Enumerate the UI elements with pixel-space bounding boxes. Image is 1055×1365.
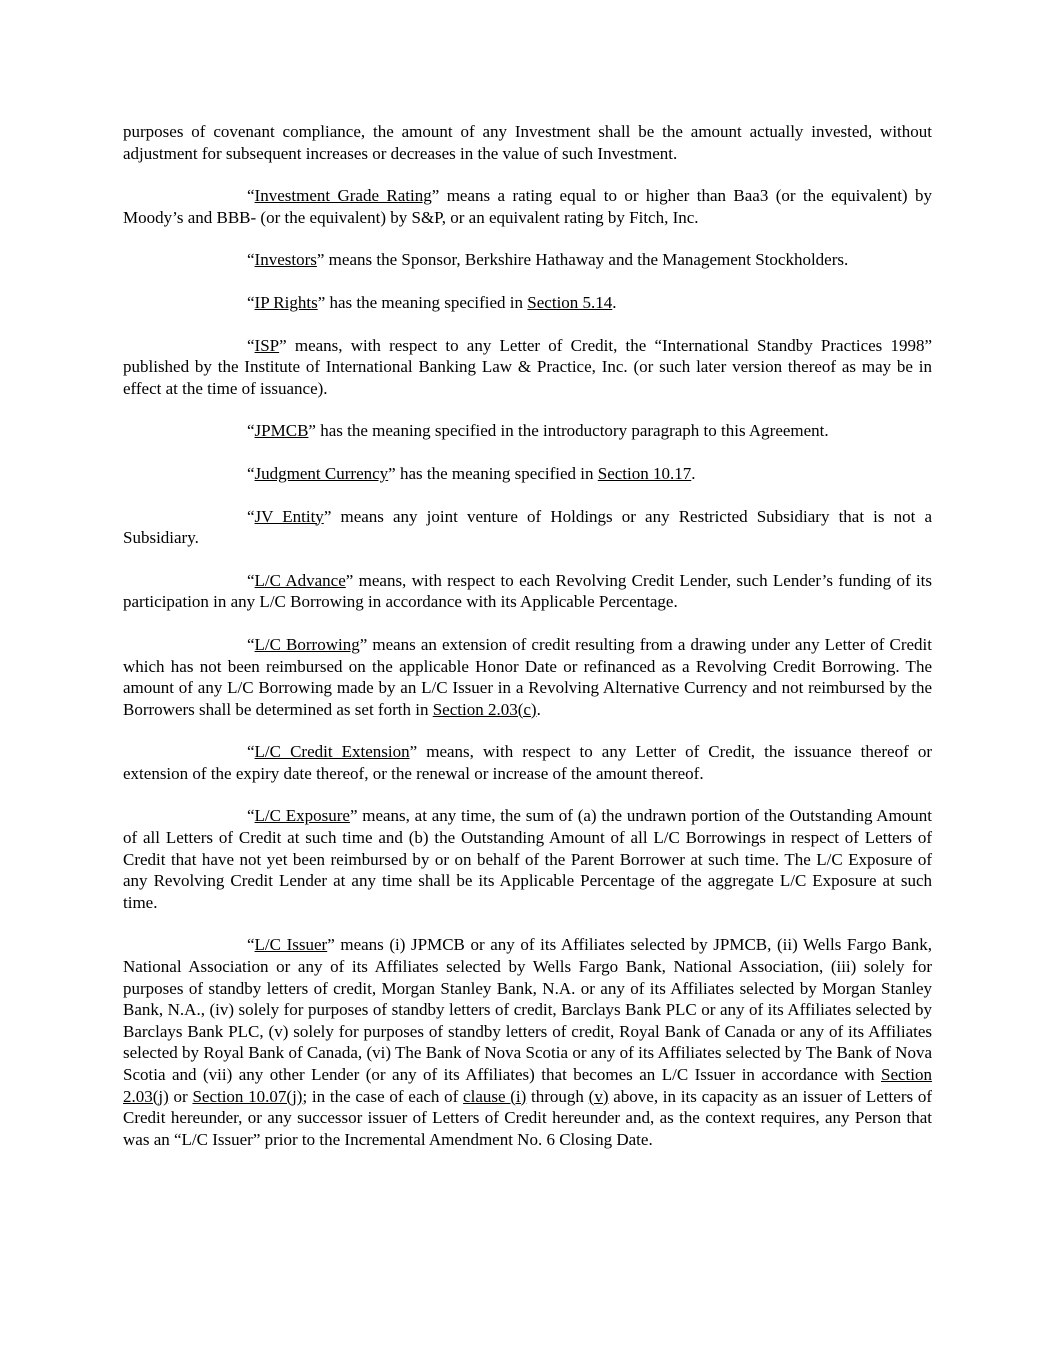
text-run: ” means (i) JPMCB or any of its Affiliates selected by JPMCB, (ii) Wells Fargo Bank, National Association or any of its Affiliates selected by Wells Fargo Bank, National Association, (iii) solely for purposes of standby letters of credit, Morgan Stanley Bank, N.A. or any of its Affiliates selected by Morgan Stanley Bank, N.A., (iv) solely for purposes of standby letters of credit, Barclays Bank PLC or any of its Affiliates selected by Barclays Bank PLC, (v) solely for purposes of standby letters of credit, Royal Bank of Canada or any of its Affiliates selected by Royal Bank of Canada, (vi) The Bank of Nova Scotia or any of its Affiliates selected by The Bank of Nova Scotia and (vii) any other Lender (or any of its Affiliates) that becomes an L/C Issuer in accordance with [123,935,933,1084]
text-run: “ [247,634,255,654]
text-run: ” means, with respect to each Revolving Credit Lender, such Lender’s funding of its participation in any L/C Borrowing in accordance with its Applicable Percentage. [123,570,933,612]
text-run: “ [247,506,255,526]
section-reference: Section 5.14 [527,292,613,312]
paragraph [123,805,932,913]
text-run: “ [247,570,255,590]
paragraph [123,934,932,1150]
clause-reference: (v) [588,1086,609,1106]
text-run: purposes of covenant compliance, the amount of any Investment shall be the amount actually invested, without adjustment for subsequent increases or decreases in the value of such Investment. [123,122,932,163]
paragraph [123,741,932,784]
defined-term: Investors [254,250,317,270]
text-run: “ [247,292,255,312]
text-run: . [536,699,541,719]
text-run: . [612,292,617,312]
defined-term: JV Entity [254,506,324,526]
clause-reference: clause (i) [463,1086,527,1106]
text-run: ” has the meaning specified in [317,292,528,312]
defined-term: ISP [254,335,280,355]
text-run: “ [247,250,255,270]
defined-term: IP Rights [254,292,318,312]
document-body [123,121,932,1150]
defined-term: L/C Credit Extension [254,742,410,762]
paragraph [123,292,932,314]
text-run: ” means the Sponsor, Berkshire Hathaway and the Management Stockholders. [316,250,849,270]
defined-term: Investment Grade Rating [254,186,432,206]
text-run: “ [247,742,255,762]
text-run: ; in the case of each of [302,1086,464,1106]
section-reference: Section 2.03(j) [123,1065,932,1106]
defined-term: JPMCB [254,421,309,441]
text-run: ” means a rating equal to or higher than Baa3 (or the equivalent) by Moody’s and BBB- (or the equivalent) by S&P, or an equivalent rating by Fitch, Inc. [123,186,932,227]
paragraph [123,463,932,485]
defined-term: L/C Borrowing [254,634,360,654]
text-run: through [526,1086,589,1106]
paragraph [123,121,932,164]
defined-term: L/C Issuer [254,935,328,955]
section-reference: Section 10.17 [597,463,692,483]
text-run: ” means, at any time, the sum of (a) the undrawn portion of the Outstanding Amount of all Letters of Credit at such time and (b) the Outstanding Amount of all L/C Borrowings in respect of Letters of Credit that have not yet been reimbursed by or on behalf of the Parent Borrower at such time. The L/C Exposure of any Revolving Credit Lender at any time shall be its Applicable Percentage of the aggregate L/C Exposure at such time. [123,806,932,912]
paragraph [123,570,932,613]
text-run: “ [247,806,255,826]
text-run: ” has the meaning specified in the introductory paragraph to this Agreement. [308,421,829,441]
text-run: above, in its capacity as an issuer of Letters of Credit hereunder, or any successor issuer of Letters of Credit hereunder and, as the context requires, any Person that was an “L/C Issuer” prior to the Incremental Amendment No. 6 Closing Date. [123,1086,932,1149]
text-run: ” means an extension of credit resulting from a drawing under any Letter of Credit which has not been reimbursed on the applicable Honor Date or refinanced as a Revolving Credit Borrowing. The amount of any L/C Borrowing made by an L/C Issuer in a Revolving Alternative Currency and not reimbursed by the Borrowers shall be determined as set forth in [123,634,933,719]
text-run: ” has the meaning specified in [388,463,598,483]
text-run: ” means, with respect to any Letter of Credit, the “International Standby Practices 1998” published by the Institute of International Banking Law & Practice, Inc. (or such later version thereof as may be in effect at the time of issuance). [123,335,932,398]
paragraph [123,506,932,549]
paragraph [123,335,932,400]
paragraph [123,420,932,442]
paragraph [123,634,932,720]
text-run: ” means, with respect to any Letter of Credit, the issuance thereof or extension of the expiry date thereof, or the renewal or increase of the amount thereof. [123,742,932,783]
text-run: “ [247,935,255,955]
defined-term: L/C Exposure [254,806,350,826]
paragraph [123,185,932,228]
section-reference: Section 10.07(j) [192,1086,303,1106]
paragraph [123,249,932,271]
defined-term: Judgment Currency [254,463,389,483]
text-run: . [691,463,696,483]
text-run: or [168,1086,193,1106]
text-run: “ [247,186,255,206]
text-run: “ [247,335,255,355]
text-run: “ [247,463,255,483]
text-run: “ [247,421,255,441]
defined-term: L/C Advance [254,570,346,590]
text-run: ” means any joint venture of Holdings or any Restricted Subsidiary that is not a Subsidiary. [123,506,933,548]
section-reference: Section 2.03(c) [432,699,537,719]
